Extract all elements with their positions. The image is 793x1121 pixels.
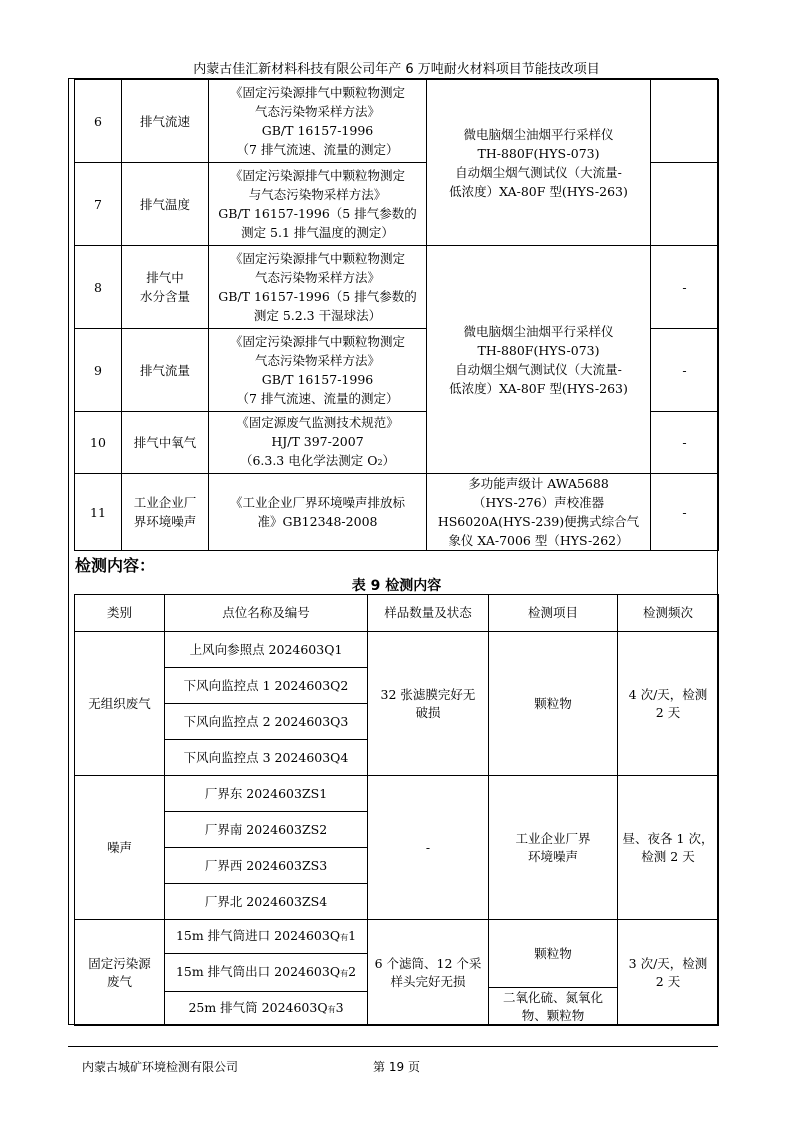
page-header-title: 内蒙古佳汇新材料科技有限公司年产 6 万吨耐火材料项目节能技改项目 — [193, 62, 600, 77]
column-header: 样品数量及状态 — [368, 595, 489, 632]
standard-line: GB/T 16157-1996 — [261, 123, 374, 138]
point-cell: 下风向监控点 3 2024603Q4 — [165, 740, 368, 776]
table-row — [75, 632, 719, 668]
row-item: 排气流量 — [122, 329, 209, 412]
standard-line: 《固定污染源排气中颗粒物测定 — [229, 334, 405, 349]
frequency-line: 2 天 — [655, 704, 681, 720]
standard-line: GB/T 16157-1996（5 排气参数的 — [218, 289, 417, 304]
standard-line: 气态污染物采样方法》 — [254, 270, 380, 285]
row-remark — [651, 163, 719, 246]
standard-line: GB/T 16157-1996（5 排气参数的 — [218, 206, 417, 221]
row-number: 8 — [75, 246, 122, 329]
row-item: 排气温度 — [122, 163, 209, 246]
items-cell — [489, 988, 618, 1026]
frequency-line: 3 次/天，检测 — [628, 955, 708, 971]
instrument-line: TH-880F(HYS-073) — [477, 342, 600, 358]
instrument-line: 微电脑烟尘油烟平行采样仪 — [463, 323, 614, 339]
standard-line: 《固定污染源排气中颗粒物测定 — [229, 85, 405, 100]
table-header-row — [75, 595, 719, 632]
category-line: 废气 — [106, 973, 132, 989]
point-cell: 厂界北 2024603ZS4 — [165, 884, 368, 920]
row-item: 排气中氧气 — [122, 412, 209, 474]
standard-line: 《固定污染源排气中颗粒物测定 — [229, 251, 405, 266]
instrument-line: 低浓度）XA-80F 型(HYS-263) — [449, 380, 628, 396]
category-cell: 无组织废气 — [75, 632, 165, 776]
row-remark: - — [651, 246, 719, 329]
column-header: 点位名称及编号 — [165, 595, 368, 632]
table-row — [75, 80, 719, 163]
samples-cell — [368, 920, 489, 1026]
point-cell: 15m 排气筒出口 2024603Q有2 — [165, 954, 368, 992]
standard-line: 《工业企业厂界环境噪声排放标 — [229, 495, 405, 510]
row-standard — [209, 329, 427, 412]
item-line: 水分含量 — [139, 289, 190, 304]
frequency-cell — [618, 632, 719, 776]
instrument-line: 自动烟尘烟气测试仪（大流量- — [455, 164, 622, 180]
frequency-line: 4 次/天，检测 — [628, 686, 708, 702]
table-caption: 表 9 检测内容 — [351, 578, 442, 594]
items-cell — [489, 776, 618, 920]
instrument-line: （HYS-276）声校准器 — [472, 495, 605, 510]
category-cell: 噪声 — [75, 776, 165, 920]
section-heading: 检测内容： — [75, 556, 156, 575]
samples-line: 样头完好无损 — [390, 973, 466, 989]
point-cell: 25m 排气筒 2024603Q有3 — [165, 992, 368, 1026]
row-standard — [209, 80, 427, 163]
item-line: 排气中 — [146, 270, 184, 285]
instrument-line: TH-880F(HYS-073) — [477, 145, 600, 161]
items-line: 工业企业厂界 — [515, 830, 591, 846]
standard-line: 气态污染物采样方法》 — [254, 104, 380, 119]
frequency-cell — [618, 776, 719, 920]
row-remark: - — [651, 474, 719, 551]
standard-line: 《固定源废气监测技术规范》 — [236, 415, 399, 430]
footer-rule — [68, 1046, 718, 1047]
items-line: 物、颗粒物 — [521, 1007, 585, 1023]
items-line: 环境噪声 — [527, 848, 578, 864]
frequency-line: 检测 2 天 — [641, 848, 695, 864]
samples-cell: - — [368, 776, 489, 920]
row-standard — [209, 163, 427, 246]
table-row — [75, 776, 719, 812]
point-cell: 厂界西 2024603ZS3 — [165, 848, 368, 884]
content-table — [74, 594, 719, 1026]
row-instrument — [427, 474, 651, 551]
standard-line: （7 排气流速、流量的测定） — [236, 391, 399, 406]
standard-line: 与气态污染物采样方法》 — [248, 187, 387, 202]
instrument-line: 多功能声级计 AWA5688 — [468, 476, 609, 491]
standard-line: 测定 5.2.3 干湿球法） — [253, 308, 382, 323]
row-number: 10 — [75, 412, 122, 474]
point-cell: 下风向监控点 1 2024603Q2 — [165, 668, 368, 704]
items-line: 二氧化硫、氮氧化 — [502, 989, 603, 1005]
row-instrument — [427, 80, 651, 246]
methods-table — [74, 79, 719, 551]
point-cell: 下风向监控点 2 2024603Q3 — [165, 704, 368, 740]
page-number: 第 19 页 — [373, 1060, 420, 1074]
instrument-line: 微电脑烟尘油烟平行采样仪 — [463, 126, 614, 142]
table-row — [75, 920, 719, 954]
row-number: 6 — [75, 80, 122, 163]
point-cell: 上风向参照点 2024603Q1 — [165, 632, 368, 668]
column-header: 检测项目 — [489, 595, 618, 632]
items-cell: 颗粒物 — [489, 632, 618, 776]
samples-line: 破损 — [415, 704, 441, 720]
category-cell — [75, 920, 165, 1026]
row-number: 7 — [75, 163, 122, 246]
frequency-line: 2 天 — [655, 973, 681, 989]
samples-cell — [368, 632, 489, 776]
row-instrument — [427, 246, 651, 474]
category-line: 固定污染源 — [88, 955, 151, 971]
point-cell: 15m 排气筒进口 2024603Q有1 — [165, 920, 368, 954]
standard-line: 准》GB12348-2008 — [257, 514, 378, 529]
row-item — [122, 246, 209, 329]
point-cell: 厂界东 2024603ZS1 — [165, 776, 368, 812]
instrument-line: 低浓度）XA-80F 型(HYS-263) — [449, 183, 628, 199]
instrument-line: HS6020A(HYS-239)便携式综合气 — [437, 514, 640, 529]
row-item — [122, 474, 209, 551]
row-remark: - — [651, 412, 719, 474]
row-remark — [651, 80, 719, 163]
row-standard — [209, 412, 427, 474]
row-standard — [209, 474, 427, 551]
instrument-line: 象仪 XA-7006 型（HYS-262） — [448, 533, 629, 548]
standard-line: 测定 5.1 排气温度的测定） — [241, 225, 394, 240]
footer-company: 内蒙古城矿环境检测有限公司 — [82, 1060, 239, 1074]
column-header: 类别 — [75, 595, 165, 632]
standard-line: GB/T 16157-1996 — [261, 372, 374, 387]
row-number: 11 — [75, 474, 122, 551]
instrument-line: 自动烟尘烟气测试仪（大流量- — [455, 361, 622, 377]
samples-line: 6 个滤筒、12 个采 — [374, 955, 482, 971]
row-number: 9 — [75, 329, 122, 412]
frequency-cell — [618, 920, 719, 1026]
standard-line: 《固定污染源排气中颗粒物测定 — [229, 168, 405, 183]
standard-line: （6.3.3 电化学法测定 O2） — [239, 453, 396, 468]
standard-line: 气态污染物采样方法》 — [254, 353, 380, 368]
row-remark: - — [651, 329, 719, 412]
item-line: 工业企业厂 — [133, 495, 197, 510]
point-cell: 厂界南 2024603ZS2 — [165, 812, 368, 848]
standard-line: HJ/T 397-2007 — [271, 434, 364, 449]
table-row — [75, 474, 719, 551]
column-header: 检测频次 — [618, 595, 719, 632]
row-standard — [209, 246, 427, 329]
samples-line: 32 张滤膜完好无 — [380, 686, 476, 702]
standard-line: （7 排气流速、流量的测定） — [236, 142, 399, 157]
items-cell: 颗粒物 — [489, 920, 618, 988]
table-row — [75, 246, 719, 329]
row-item: 排气流速 — [122, 80, 209, 163]
frequency-line: 昼、夜各 1 次， — [622, 830, 714, 846]
item-line: 界环境噪声 — [133, 514, 197, 529]
